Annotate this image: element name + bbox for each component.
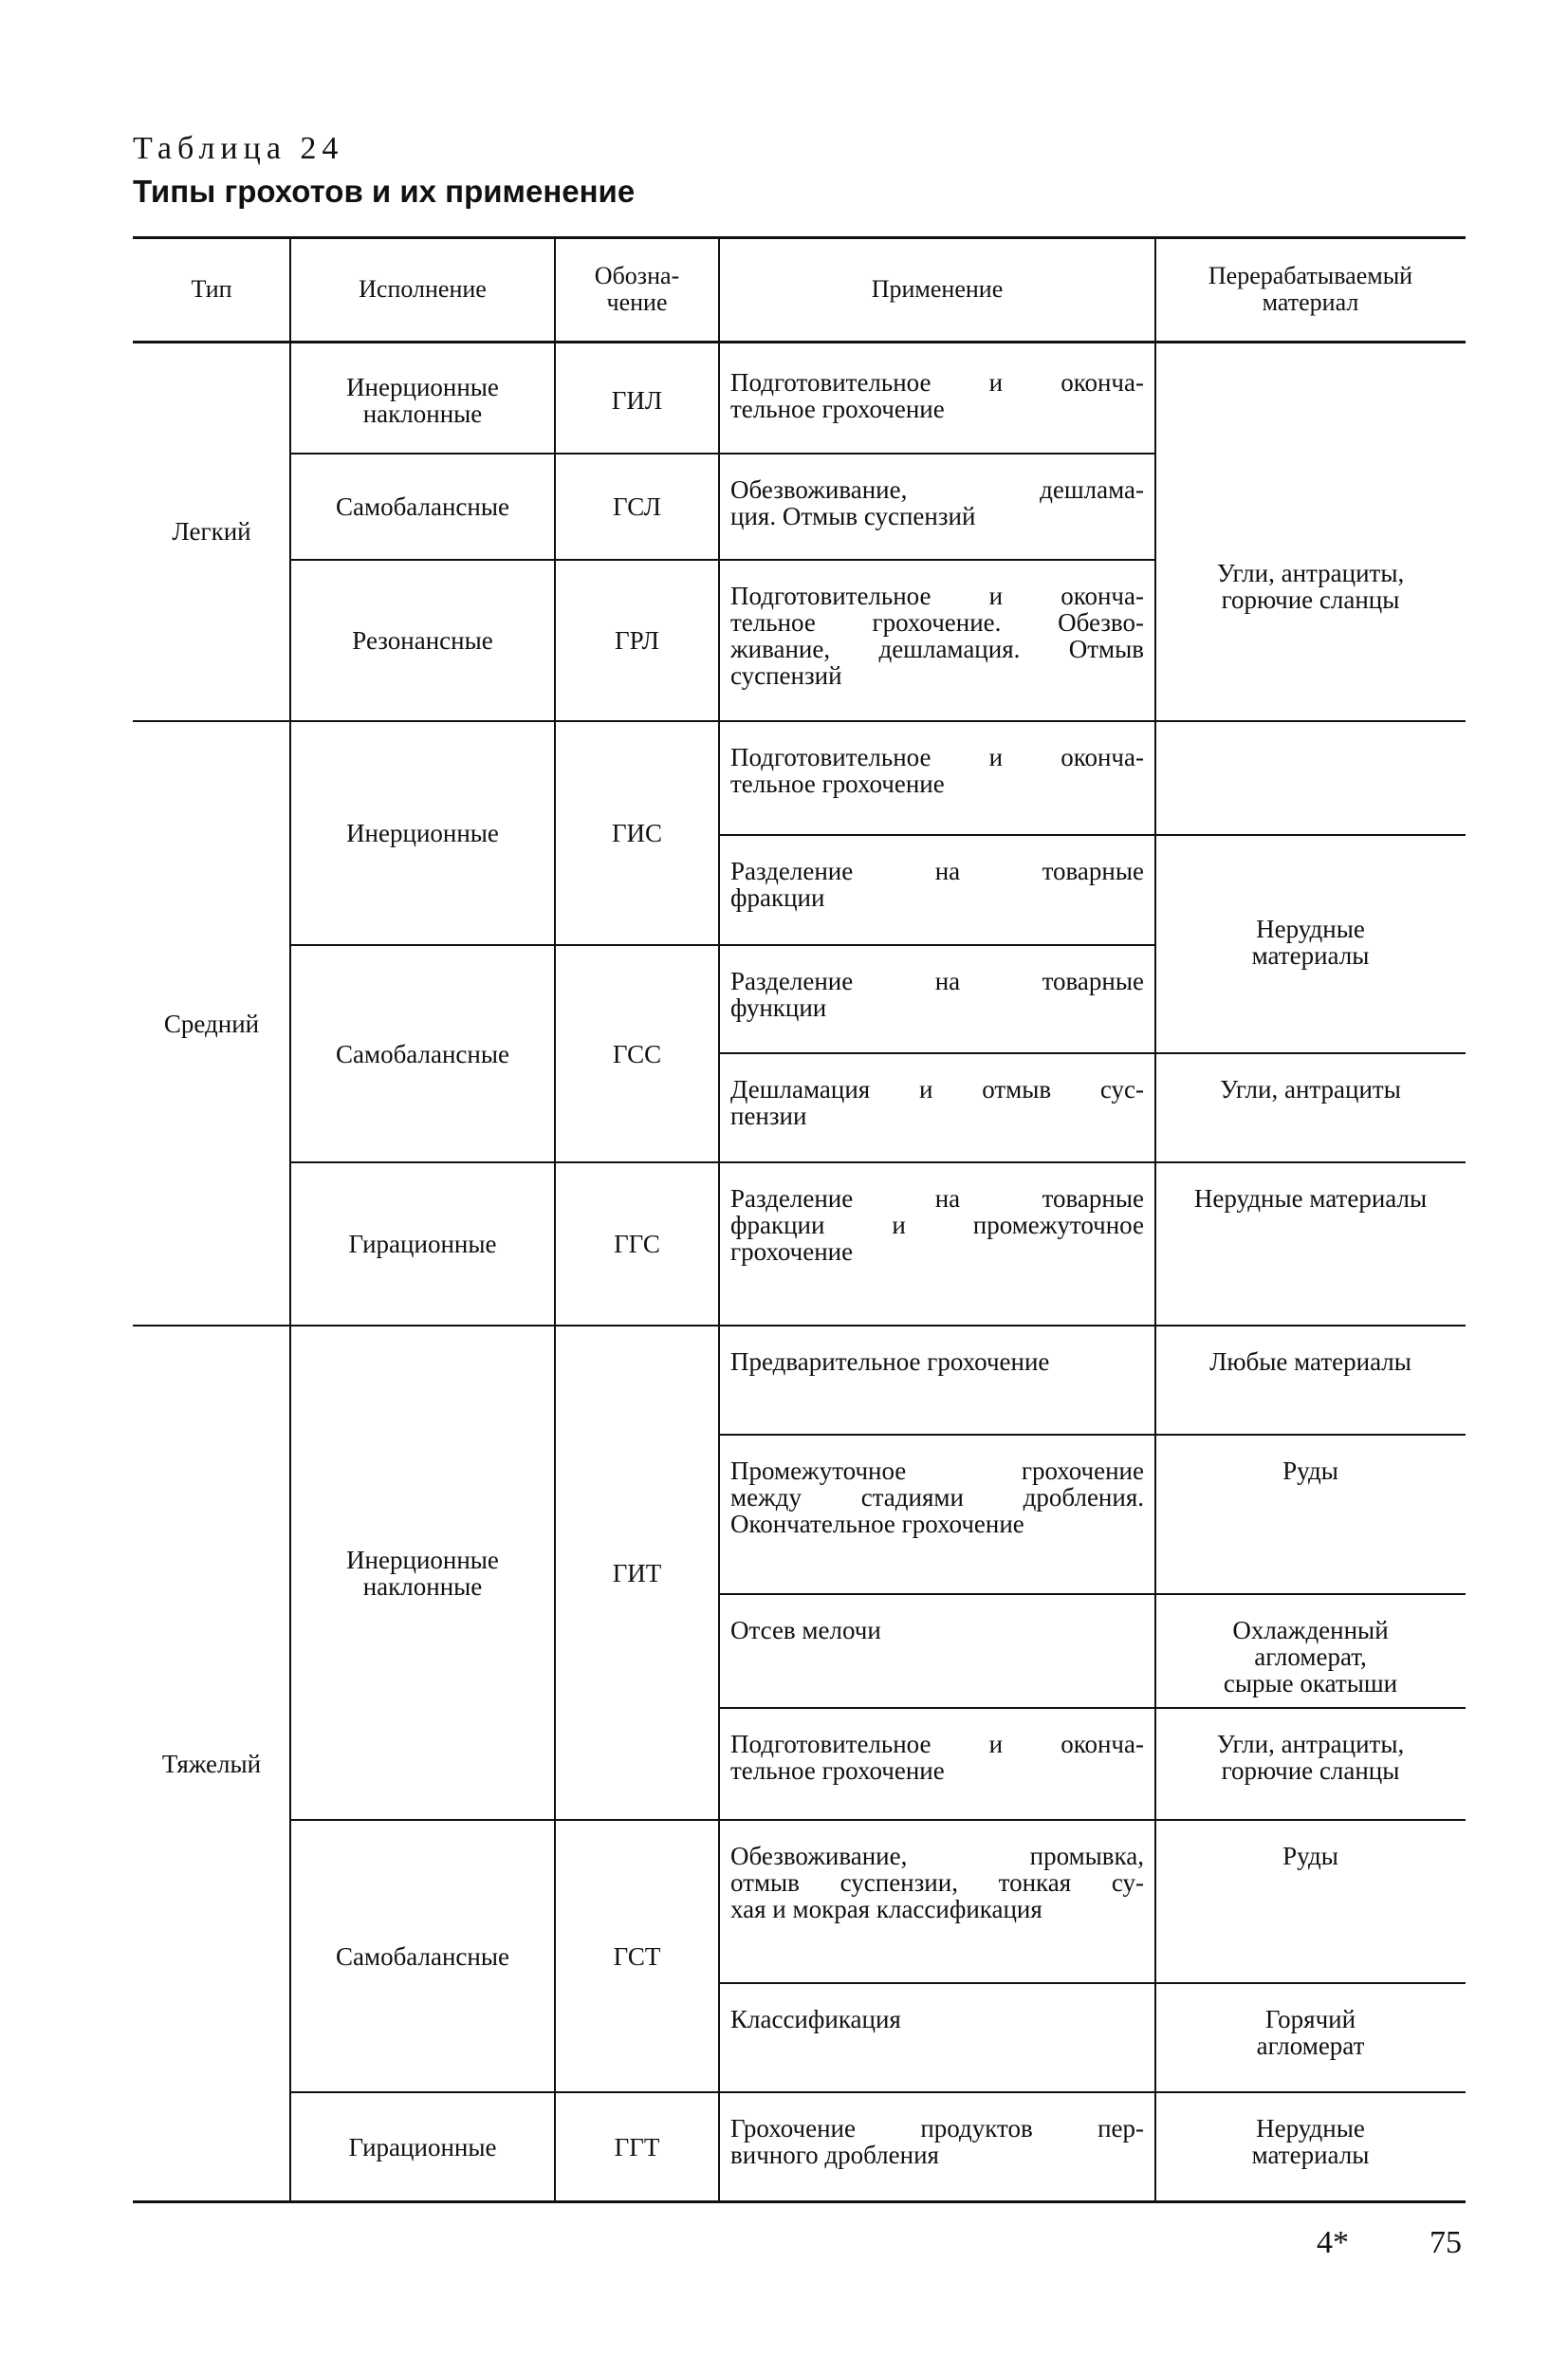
application-cell-line: Разделение на товарные [730, 857, 1144, 885]
signature-mark: 4* [1317, 2225, 1349, 2260]
material-cell-line: материалы [1251, 941, 1370, 970]
design-cell [290, 945, 555, 1162]
rule-top [133, 236, 1466, 239]
col-header-material [1155, 237, 1466, 342]
col-header-designation [555, 237, 719, 342]
application-cell [719, 1594, 1155, 1708]
material-cell [1155, 1820, 1466, 1983]
design-cell [290, 2092, 555, 2201]
material-cell-line: Угли, антрациты [1220, 1075, 1401, 1104]
design-cell [290, 454, 555, 560]
rule-header [133, 341, 1466, 343]
rule-mat [1155, 1161, 1466, 1163]
application-cell-line: хая и мокрая классификация [730, 1895, 1042, 1923]
rule-sub [290, 559, 1155, 561]
rule-mat [1155, 1052, 1466, 1054]
application-cell [719, 2092, 1155, 2201]
application-cell [719, 945, 1155, 1053]
material-cell-line: Угли, антрациты, [1216, 1730, 1405, 1758]
designation-cell-line: ГИЛ [611, 385, 663, 415]
application-cell-line: суспензий [730, 661, 842, 690]
design-cell-line: Резонансные [352, 626, 493, 655]
design-cell-line: Самобалансные [335, 1941, 509, 1971]
rule-app [719, 1593, 1155, 1595]
design-cell-line: Гирационные [348, 1230, 497, 1258]
col-header-design-line: Исполнение [359, 275, 487, 303]
rule-mat [1155, 1982, 1466, 1984]
application-cell-line: Дешламация и отмыв сус- [730, 1075, 1144, 1104]
page-number: 75 [1430, 2225, 1462, 2260]
material-cell-line: горючие сланцы [1221, 585, 1400, 614]
rule-app [719, 834, 1155, 836]
designation-cell [555, 721, 719, 945]
designation-cell [555, 560, 719, 721]
rule-sub [290, 944, 1155, 946]
designation-cell-line: ГИС [611, 819, 663, 847]
rule-mat [1155, 834, 1466, 836]
application-cell-line: Грохочение продуктов пер- [730, 2114, 1144, 2143]
application-cell-line: Промежуточное грохочение [730, 1457, 1144, 1485]
material-cell-line: агломерат [1256, 2032, 1365, 2060]
designation-cell-line: ГСТ [613, 1941, 661, 1971]
rule-col [554, 237, 556, 2201]
designation-cell [555, 1162, 719, 1326]
designation-cell [555, 1820, 719, 2092]
col-header-designation-line: чение [606, 288, 668, 316]
application-cell [719, 1326, 1155, 1435]
col-header-material-line: Перерабатываемый [1208, 262, 1413, 289]
rule-app [719, 1707, 1155, 1709]
col-header-design [290, 237, 555, 342]
rule-mat [1155, 1819, 1466, 1821]
designation-cell [555, 2092, 719, 2201]
designation-cell-line: ГРЛ [615, 626, 659, 655]
application-cell [719, 454, 1155, 560]
application-cell [719, 1820, 1155, 1983]
material-cell [1155, 1053, 1466, 1162]
rule-app [719, 1434, 1155, 1436]
designation-cell-line: ГГС [614, 1230, 660, 1258]
material-cell-line: Любые материалы [1209, 1347, 1411, 1376]
application-cell-line: Подготовительное и оконча- [730, 743, 1144, 771]
design-cell [290, 560, 555, 721]
application-cell-line: Обезвоживание, промывка, [730, 1842, 1144, 1870]
material-cell [1155, 1983, 1466, 2092]
application-cell-line: тельное грохочение. Обезво- [730, 608, 1144, 637]
design-cell-line: наклонные [362, 1571, 483, 1601]
rule-bottom [133, 2200, 1466, 2203]
application-cell-line: Подготовительное и оконча- [730, 582, 1144, 610]
application-cell-line: Предварительное грохочение [730, 1347, 1050, 1376]
screens-table [133, 232, 1466, 2201]
material-cell [1155, 1326, 1466, 1435]
group-cell [133, 1326, 290, 2201]
application-cell [719, 1983, 1155, 2092]
designation-cell-line: ГГТ [614, 2132, 660, 2162]
material-cell-line: Нерудные [1256, 2114, 1365, 2143]
application-cell-line: тельное грохочение [730, 1756, 945, 1785]
design-cell [290, 346, 555, 454]
material-cell-line: горючие сланцы [1221, 1756, 1400, 1785]
col-header-material-line: материал [1262, 288, 1359, 316]
col-header-application [719, 237, 1155, 342]
col-header-type [133, 237, 290, 342]
material-cell [1155, 1162, 1466, 1326]
designation-cell-line: ГИТ [612, 1558, 662, 1587]
design-cell-line: наклонные [362, 399, 483, 428]
designation-cell [555, 346, 719, 454]
rule-sub [290, 1161, 1155, 1163]
application-cell [719, 1053, 1155, 1162]
application-cell-line: между стадиями дробления. [730, 1483, 1144, 1512]
col-header-designation-line: Обозна- [594, 262, 680, 289]
group-cell-line: Тяжелый [161, 1749, 262, 1778]
application-cell-line: Разделение на товарные [730, 1184, 1144, 1213]
rule-mat [1155, 1434, 1466, 1436]
application-cell [719, 1435, 1155, 1594]
application-cell [719, 1162, 1155, 1326]
rule-app [719, 1052, 1155, 1054]
application-cell-line: Окончательное грохочение [730, 1510, 1024, 1538]
design-cell-line: Инерционные [346, 1545, 499, 1574]
application-cell-line: Подготовительное и оконча- [730, 368, 1144, 397]
group-cell [133, 342, 290, 721]
designation-cell-line: ГСС [612, 1039, 662, 1068]
col-header-type-line: Тип [191, 275, 232, 303]
material-cell-line: Охлажденный [1232, 1616, 1389, 1644]
design-cell-line: Инерционные [346, 819, 499, 847]
design-cell [290, 1162, 555, 1326]
application-cell-line: Отсев мелочи [730, 1616, 881, 1644]
application-cell-line: тельное грохочение [730, 770, 945, 798]
design-cell-line: Самобалансные [335, 1039, 509, 1068]
material-cell-line: сырые окатыши [1223, 1669, 1398, 1698]
application-cell-line: живание, дешламация. Отмыв [730, 635, 1144, 663]
application-cell-line: функции [730, 993, 827, 1022]
application-cell-line: Разделение на товарные [730, 967, 1144, 995]
material-cell [1155, 835, 1466, 1053]
designation-cell [555, 945, 719, 1162]
table-number: Таблица 24 [133, 131, 344, 166]
design-cell [290, 1820, 555, 2092]
rule-app [719, 1982, 1155, 1984]
rule-mat [1155, 1707, 1466, 1709]
material-cell-line: материалы [1251, 2141, 1370, 2169]
design-cell-line: Самобалансные [335, 492, 509, 521]
material-cell [1155, 1708, 1466, 1820]
rule-group [133, 1325, 1466, 1327]
material-cell-line: Горячий [1264, 2005, 1356, 2033]
material-cell-line: Нерудные [1256, 915, 1365, 943]
material-cell-line: Нерудные материалы [1193, 1184, 1428, 1213]
application-cell-line: ция. Отмыв суспензий [730, 502, 976, 530]
material-cell [1155, 1435, 1466, 1594]
application-cell [719, 721, 1155, 835]
application-cell-line: пензии [730, 1102, 807, 1130]
material-cell-line: Угли, антрациты, [1216, 559, 1405, 587]
application-cell-line: грохочение [730, 1237, 854, 1266]
rule-col [718, 237, 720, 2201]
application-cell-line: отмыв суспензии, тонкая су- [730, 1868, 1144, 1897]
application-cell [719, 346, 1155, 454]
rule-group [133, 720, 1466, 722]
application-cell-line: Обезвоживание, дешлама- [730, 475, 1144, 504]
designation-cell-line: ГСЛ [613, 492, 661, 521]
group-cell [133, 721, 290, 1326]
application-cell-line: вичного дробления [730, 2141, 939, 2169]
table-title: Типы грохотов и их применение [133, 174, 636, 209]
application-cell-line: Классификация [730, 2005, 901, 2033]
table-caption [133, 128, 635, 213]
application-cell-line: фракции [730, 883, 825, 912]
designation-cell [555, 1326, 719, 1820]
application-cell [719, 560, 1155, 721]
rule-mat [1155, 2091, 1466, 2093]
rule-mat [1155, 1593, 1466, 1595]
application-cell-line: тельное грохочение [730, 395, 945, 423]
design-cell [290, 721, 555, 945]
col-header-application-line: Применение [871, 275, 1004, 303]
material-cell-line: агломерат, [1254, 1642, 1367, 1671]
material-cell [1155, 342, 1466, 835]
material-cell-line: Руды [1282, 1842, 1338, 1870]
application-cell-line: Подготовительное и оконча- [730, 1730, 1144, 1758]
material-cell [1155, 1594, 1466, 1708]
group-cell-line: Легкий [172, 517, 251, 546]
material-cell [1155, 2092, 1466, 2201]
rule-sub [290, 2091, 1155, 2093]
rule-col [289, 237, 291, 2201]
design-cell-line: Гирационные [348, 2132, 497, 2162]
design-cell-line: Инерционные [346, 372, 499, 401]
material-cell-line: Руды [1282, 1457, 1338, 1485]
group-cell-line: Средний [163, 1009, 260, 1038]
application-cell [719, 835, 1155, 945]
rule-col [1154, 237, 1156, 2201]
application-cell-line: фракции и промежуточное [730, 1211, 1144, 1239]
designation-cell [555, 454, 719, 560]
design-cell [290, 1326, 555, 1820]
rule-sub [290, 453, 1155, 455]
rule-sub [290, 1819, 1155, 1821]
application-cell [719, 1708, 1155, 1820]
